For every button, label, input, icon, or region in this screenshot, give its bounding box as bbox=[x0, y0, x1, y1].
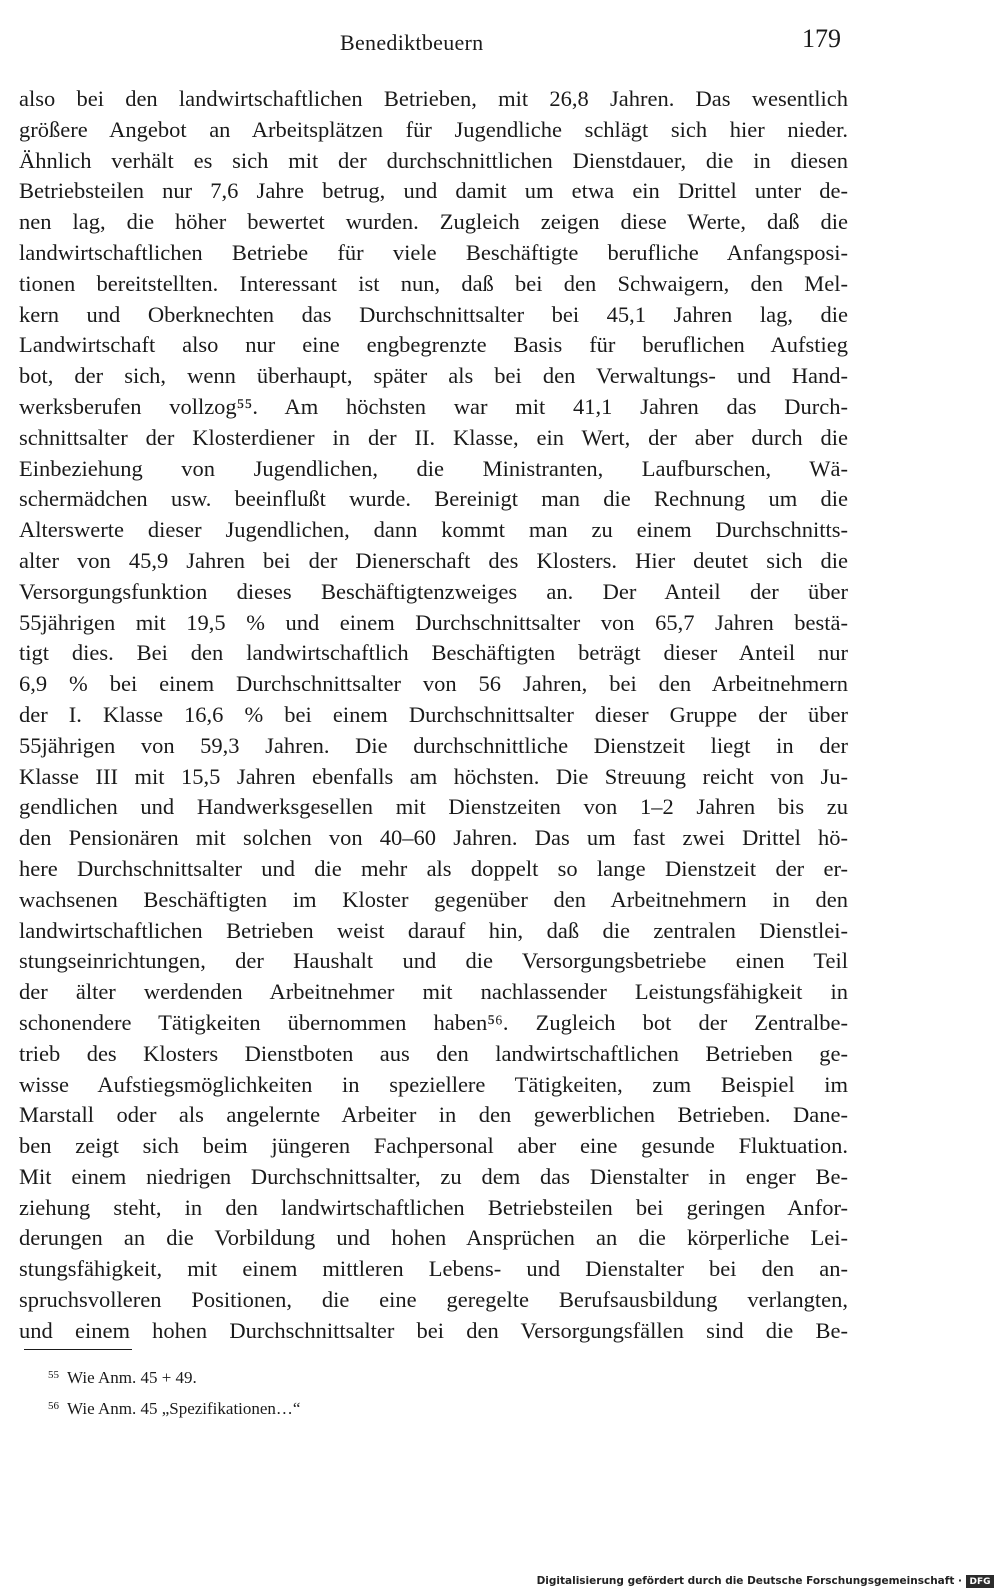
body-line: gendlichen und Handwerksgesellen mit Dienstzeiten von 1–2 Jahren bis zu bbox=[19, 794, 848, 820]
body-line: trieb des Klosters Dienstboten aus den landwirtschaftlichen Betrieben ge- bbox=[19, 1040, 848, 1066]
body-line: Ähnlich verhält es sich mit der durchschnittlichen Dienstdauer, die in diesen bbox=[19, 147, 848, 173]
body-line: Alterswerte dieser Jugendlichen, dann kommt man zu einem Durchschnitts- bbox=[19, 517, 848, 543]
body-line: stungseinrichtungen, der Haushalt und die Versorgungsbetriebe einen Teil bbox=[19, 948, 848, 974]
body-line: bot, der sich, wenn überhaupt, später als bei den Verwaltungs- und Hand- bbox=[19, 363, 848, 389]
dfg-logo: DFG bbox=[966, 1575, 994, 1588]
body-line: schonendere Tätigkeiten übernommen haben⁵⁶. Zugleich bot der Zentralbe- bbox=[19, 1009, 848, 1035]
body-line: 55jährigen mit 19,5 % und einem Durchschnittsalter von 65,7 Jahren bestä- bbox=[19, 609, 848, 635]
body-line: landwirtschaftlichen Betrieben weist darauf hin, daß die zentralen Dienstlei- bbox=[19, 917, 848, 943]
body-line: größere Angebot an Arbeitsplätzen für Jugendliche schlägt sich hier nieder. bbox=[19, 116, 848, 142]
body-line: wachsenen Beschäftigten im Kloster gegenüber den Arbeitnehmern in den bbox=[19, 886, 848, 912]
body-line: landwirtschaftlichen Betriebe für viele Beschäftigte berufliche Anfangsposi- bbox=[19, 239, 848, 265]
footer-credit: Digitalisierung gefördert durch die Deutsche Forschungsgemeinschaft · bbox=[536, 1575, 962, 1587]
body-line: Mit einem niedrigen Durchschnittsalter, zu dem das Dienstalter in enger Be- bbox=[19, 1163, 848, 1189]
body-line: werksberufen vollzog⁵⁵. Am höchsten war mit 41,1 Jahren das Durch- bbox=[19, 393, 848, 419]
body-line: schermädchen usw. beeinflußt wurde. Bereinigt man die Rechnung um die bbox=[19, 486, 848, 512]
footnote-marker: 55 bbox=[48, 1369, 59, 1381]
body-line: wisse Aufstiegsmöglichkeiten in speziellere Tätigkeiten, zum Beispiel im bbox=[19, 1071, 848, 1097]
footnote-rule bbox=[24, 1349, 132, 1350]
body-text bbox=[19, 84, 848, 1347]
body-line: derungen an die Vorbildung und hohen Ansprüchen an die körperliche Lei- bbox=[19, 1225, 848, 1251]
body-line: Marstall oder als angelernte Arbeiter in den gewerblichen Betrieben. Dane- bbox=[19, 1102, 848, 1128]
footnote-text: Wie Anm. 45 „Spezifikationen…“ bbox=[67, 1399, 301, 1418]
body-line: ben zeigt sich beim jüngeren Fachpersonal aber eine gesunde Fluktuation. bbox=[19, 1133, 848, 1159]
body-line: der I. Klasse 16,6 % bei einem Durchschnittsalter dieser Gruppe der über bbox=[19, 701, 848, 727]
body-line: Landwirtschaft also nur eine engbegrenzte Basis für beruflichen Aufstieg bbox=[19, 332, 848, 358]
body-line: 55jährigen von 59,3 Jahren. Die durchschnittliche Dienstzeit liegt in der bbox=[19, 732, 848, 758]
body-line: Versorgungsfunktion dieses Beschäftigtenzweiges an. Der Anteil der über bbox=[19, 578, 848, 604]
body-line: here Durchschnittsalter und die mehr als doppelt so lange Dienstzeit der er- bbox=[19, 855, 848, 881]
body-line: 6,9 % bei einem Durchschnittsalter von 56 Jahren, bei den Arbeitnehmern bbox=[19, 671, 848, 697]
running-head: Benediktbeuern bbox=[340, 30, 484, 55]
body-line: nen lag, die höher bewertet wurden. Zugleich zeigen diese Werte, daß die bbox=[19, 209, 848, 235]
body-line: also bei den landwirtschaftlichen Betrieben, mit 26,8 Jahren. Das wesentlich bbox=[19, 86, 848, 111]
body-line: schnittsalter der Klosterdiener in der II. Klasse, ein Wert, der aber durch die bbox=[19, 424, 848, 450]
body-line: stungsfähigkeit, mit einem mittleren Lebens- und Dienstalter bei den an- bbox=[19, 1256, 848, 1282]
body-line: Betriebsteilen nur 7,6 Jahre betrug, und damit um etwa ein Drittel unter de- bbox=[19, 178, 848, 204]
body-line: ziehung steht, in den landwirtschaftlichen Betriebsteilen bei geringen Anfor- bbox=[19, 1194, 848, 1220]
body-line: der älter werdenden Arbeitnehmer mit nachlassender Leistungsfähigkeit in bbox=[19, 979, 848, 1005]
body-line: den Pensionären mit solchen von 40–60 Jahren. Das um fast zwei Drittel hö- bbox=[19, 825, 848, 851]
body-line: kern und Oberknechten das Durchschnittsalter bei 45,1 Jahren lag, die bbox=[19, 301, 848, 327]
body-line: alter von 45,9 Jahren bei der Dienerschaft des Klosters. Hier deutet sich die bbox=[19, 547, 848, 573]
page-number: 179 bbox=[802, 24, 841, 53]
body-line: und einem hohen Durchschnittsalter bei den Versorgungsfällen sind die Be- bbox=[19, 1317, 848, 1343]
body-line: Klasse III mit 15,5 Jahren ebenfalls am höchsten. Die Streuung reicht von Ju- bbox=[19, 763, 848, 789]
body-line: tionen bereitstellten. Interessant ist nun, daß bei den Schwaigern, den Mel- bbox=[19, 270, 848, 296]
footnote bbox=[48, 1361, 300, 1392]
footnote-marker: 56 bbox=[48, 1400, 59, 1412]
footnote bbox=[48, 1392, 300, 1423]
footnote-text: Wie Anm. 45 + 49. bbox=[67, 1368, 197, 1387]
body-line: tigt dies. Bei den landwirtschaftlich Beschäftigten beträgt dieser Anteil nur bbox=[19, 640, 848, 666]
body-line: spruchsvolleren Positionen, die eine geregelte Berufsausbildung verlangten, bbox=[19, 1287, 848, 1313]
footnotes bbox=[48, 1361, 300, 1423]
body-line: Einbeziehung von Jugendlichen, die Ministranten, Laufburschen, Wä- bbox=[19, 455, 848, 481]
